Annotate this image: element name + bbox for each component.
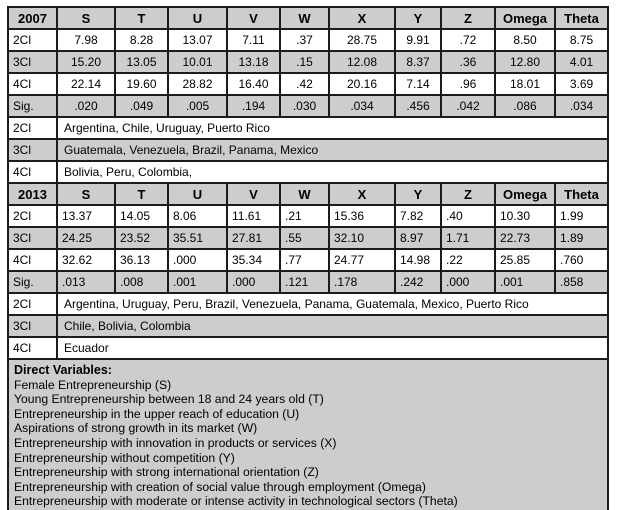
- value-cell: 18.01: [495, 73, 555, 95]
- value-cell: .55: [280, 227, 329, 249]
- value-cell: 10.30: [495, 205, 555, 227]
- value-cell: 7.11: [227, 29, 280, 51]
- row-label: 2Cl: [8, 29, 57, 51]
- row-label: 2Cl: [8, 205, 57, 227]
- value-cell: 22.73: [495, 227, 555, 249]
- value-cell: 14.05: [115, 205, 168, 227]
- value-cell: 32.10: [329, 227, 395, 249]
- value-cell: 8.50: [495, 29, 555, 51]
- row-label: 4Cl: [8, 249, 57, 271]
- column-header: T: [115, 7, 168, 29]
- column-header: W: [280, 183, 329, 205]
- cluster-statistics-table: [7, 6, 609, 510]
- value-cell: 20.16: [329, 73, 395, 95]
- value-cell: .034: [329, 95, 395, 117]
- value-cell: 23.52: [115, 227, 168, 249]
- cluster-countries-row: [8, 139, 608, 161]
- year-header-row: [8, 183, 608, 205]
- value-cell: .000: [227, 271, 280, 293]
- year-label: 2007: [8, 7, 57, 29]
- value-cell: 12.80: [495, 51, 555, 73]
- legend-row: [8, 359, 608, 510]
- cluster-countries-row: [8, 117, 608, 139]
- countries-cell: Ecuador: [57, 337, 608, 359]
- legend-item: Entrepreneurship in the upper reach of education (U): [14, 406, 300, 421]
- stat-row: [8, 205, 608, 227]
- countries-cell: Argentina, Uruguay, Peru, Brazil, Venezuela, Panama, Guatemala, Mexico, Puerto Rico: [57, 293, 608, 315]
- value-cell: 16.40: [227, 73, 280, 95]
- value-cell: 35.51: [168, 227, 227, 249]
- value-cell: 8.97: [395, 227, 441, 249]
- value-cell: .96: [441, 73, 495, 95]
- column-header: Z: [441, 7, 495, 29]
- value-cell: .086: [495, 95, 555, 117]
- column-header: Y: [395, 7, 441, 29]
- value-cell: 12.08: [329, 51, 395, 73]
- value-cell: 1.99: [555, 205, 608, 227]
- value-cell: 32.62: [57, 249, 115, 271]
- value-cell: 3.69: [555, 73, 608, 95]
- column-header: X: [329, 183, 395, 205]
- value-cell: .858: [555, 271, 608, 293]
- value-cell: .72: [441, 29, 495, 51]
- value-cell: 13.37: [57, 205, 115, 227]
- value-cell: 4.01: [555, 51, 608, 73]
- stat-row: [8, 51, 608, 73]
- value-cell: .000: [168, 249, 227, 271]
- column-header: Theta: [555, 183, 608, 205]
- countries-cell: Guatemala, Venezuela, Brazil, Panama, Mexico: [57, 139, 608, 161]
- value-cell: 27.81: [227, 227, 280, 249]
- countries-cell: Chile, Bolivia, Colombia: [57, 315, 608, 337]
- value-cell: 22.14: [57, 73, 115, 95]
- stat-row: [8, 73, 608, 95]
- column-header: Theta: [555, 7, 608, 29]
- value-cell: .242: [395, 271, 441, 293]
- cluster-countries-row: [8, 337, 608, 359]
- value-cell: .005: [168, 95, 227, 117]
- column-header: V: [227, 183, 280, 205]
- value-cell: 8.37: [395, 51, 441, 73]
- column-header: V: [227, 7, 280, 29]
- legend-item: Entrepreneurship with moderate or intense activity in technological sectors (Theta): [14, 494, 458, 509]
- legend-item: Entrepreneurship without competition (Y): [14, 450, 235, 465]
- value-cell: 13.18: [227, 51, 280, 73]
- value-cell: 7.14: [395, 73, 441, 95]
- row-label: 2Cl: [8, 117, 57, 139]
- value-cell: .034: [555, 95, 608, 117]
- value-cell: 1.71: [441, 227, 495, 249]
- value-cell: 8.06: [168, 205, 227, 227]
- value-cell: 28.75: [329, 29, 395, 51]
- value-cell: .194: [227, 95, 280, 117]
- value-cell: .001: [168, 271, 227, 293]
- countries-cell: Argentina, Chile, Uruguay, Puerto Rico: [57, 117, 608, 139]
- value-cell: .042: [441, 95, 495, 117]
- row-label: 4Cl: [8, 73, 57, 95]
- value-cell: 7.82: [395, 205, 441, 227]
- value-cell: .15: [280, 51, 329, 73]
- value-cell: .030: [280, 95, 329, 117]
- value-cell: .760: [555, 249, 608, 271]
- row-label: 3Cl: [8, 315, 57, 337]
- value-cell: 15.36: [329, 205, 395, 227]
- legend-cell: [8, 359, 608, 510]
- value-cell: 35.34: [227, 249, 280, 271]
- value-cell: 15.20: [57, 51, 115, 73]
- year-label: 2013: [8, 183, 57, 205]
- stat-row: [8, 271, 608, 293]
- value-cell: 8.75: [555, 29, 608, 51]
- stat-row: [8, 95, 608, 117]
- column-header: Omega: [495, 7, 555, 29]
- cluster-countries-row: [8, 293, 608, 315]
- column-header: T: [115, 183, 168, 205]
- row-label: 4Cl: [8, 161, 57, 183]
- value-cell: 24.77: [329, 249, 395, 271]
- value-cell: 13.07: [168, 29, 227, 51]
- value-cell: .013: [57, 271, 115, 293]
- value-cell: .020: [57, 95, 115, 117]
- legend-item: Female Entrepreneurship (S): [14, 377, 172, 392]
- value-cell: 14.98: [395, 249, 441, 271]
- value-cell: 7.98: [57, 29, 115, 51]
- row-label: 3Cl: [8, 51, 57, 73]
- year-header-row: [8, 7, 608, 29]
- value-cell: .77: [280, 249, 329, 271]
- value-cell: 36.13: [115, 249, 168, 271]
- value-cell: 1.89: [555, 227, 608, 249]
- value-cell: 11.61: [227, 205, 280, 227]
- column-header: W: [280, 7, 329, 29]
- value-cell: .001: [495, 271, 555, 293]
- column-header: U: [168, 7, 227, 29]
- value-cell: .22: [441, 249, 495, 271]
- value-cell: .178: [329, 271, 395, 293]
- legend-item: Young Entrepreneurship between 18 and 24 years old (T): [14, 392, 324, 407]
- row-label: 2Cl: [8, 293, 57, 315]
- legend-item: Entrepreneurship with creation of social value through employment (Omega): [14, 479, 426, 494]
- value-cell: .008: [115, 271, 168, 293]
- legend-item: Entrepreneurship with strong international orientation (Z): [14, 465, 319, 480]
- value-cell: .21: [280, 205, 329, 227]
- column-header: S: [57, 183, 115, 205]
- value-cell: 19.60: [115, 73, 168, 95]
- value-cell: .42: [280, 73, 329, 95]
- value-cell: .000: [441, 271, 495, 293]
- value-cell: 28.82: [168, 73, 227, 95]
- column-header: X: [329, 7, 395, 29]
- row-label: Sig.: [8, 95, 57, 117]
- column-header: S: [57, 7, 115, 29]
- stat-row: [8, 227, 608, 249]
- value-cell: 25.85: [495, 249, 555, 271]
- column-header: U: [168, 183, 227, 205]
- column-header: Y: [395, 183, 441, 205]
- cluster-countries-row: [8, 161, 608, 183]
- value-cell: .37: [280, 29, 329, 51]
- value-cell: 9.91: [395, 29, 441, 51]
- legend-title: Direct Variables:: [14, 363, 112, 377]
- value-cell: 24.25: [57, 227, 115, 249]
- row-label: 4Cl: [8, 337, 57, 359]
- value-cell: 10.01: [168, 51, 227, 73]
- value-cell: 13.05: [115, 51, 168, 73]
- value-cell: .456: [395, 95, 441, 117]
- row-label: 3Cl: [8, 139, 57, 161]
- legend-item: Entrepreneurship with innovation in products or services (X): [14, 435, 337, 450]
- row-label: 3Cl: [8, 227, 57, 249]
- value-cell: .121: [280, 271, 329, 293]
- cluster-countries-row: [8, 315, 608, 337]
- stat-row: [8, 249, 608, 271]
- column-header: Z: [441, 183, 495, 205]
- value-cell: .40: [441, 205, 495, 227]
- column-header: Omega: [495, 183, 555, 205]
- value-cell: .36: [441, 51, 495, 73]
- row-label: Sig.: [8, 271, 57, 293]
- countries-cell: Bolivia, Peru, Colombia,: [57, 161, 608, 183]
- value-cell: 8.28: [115, 29, 168, 51]
- legend-item: Aspirations of strong growth in its market (W): [14, 421, 258, 436]
- value-cell: .049: [115, 95, 168, 117]
- stat-row: [8, 29, 608, 51]
